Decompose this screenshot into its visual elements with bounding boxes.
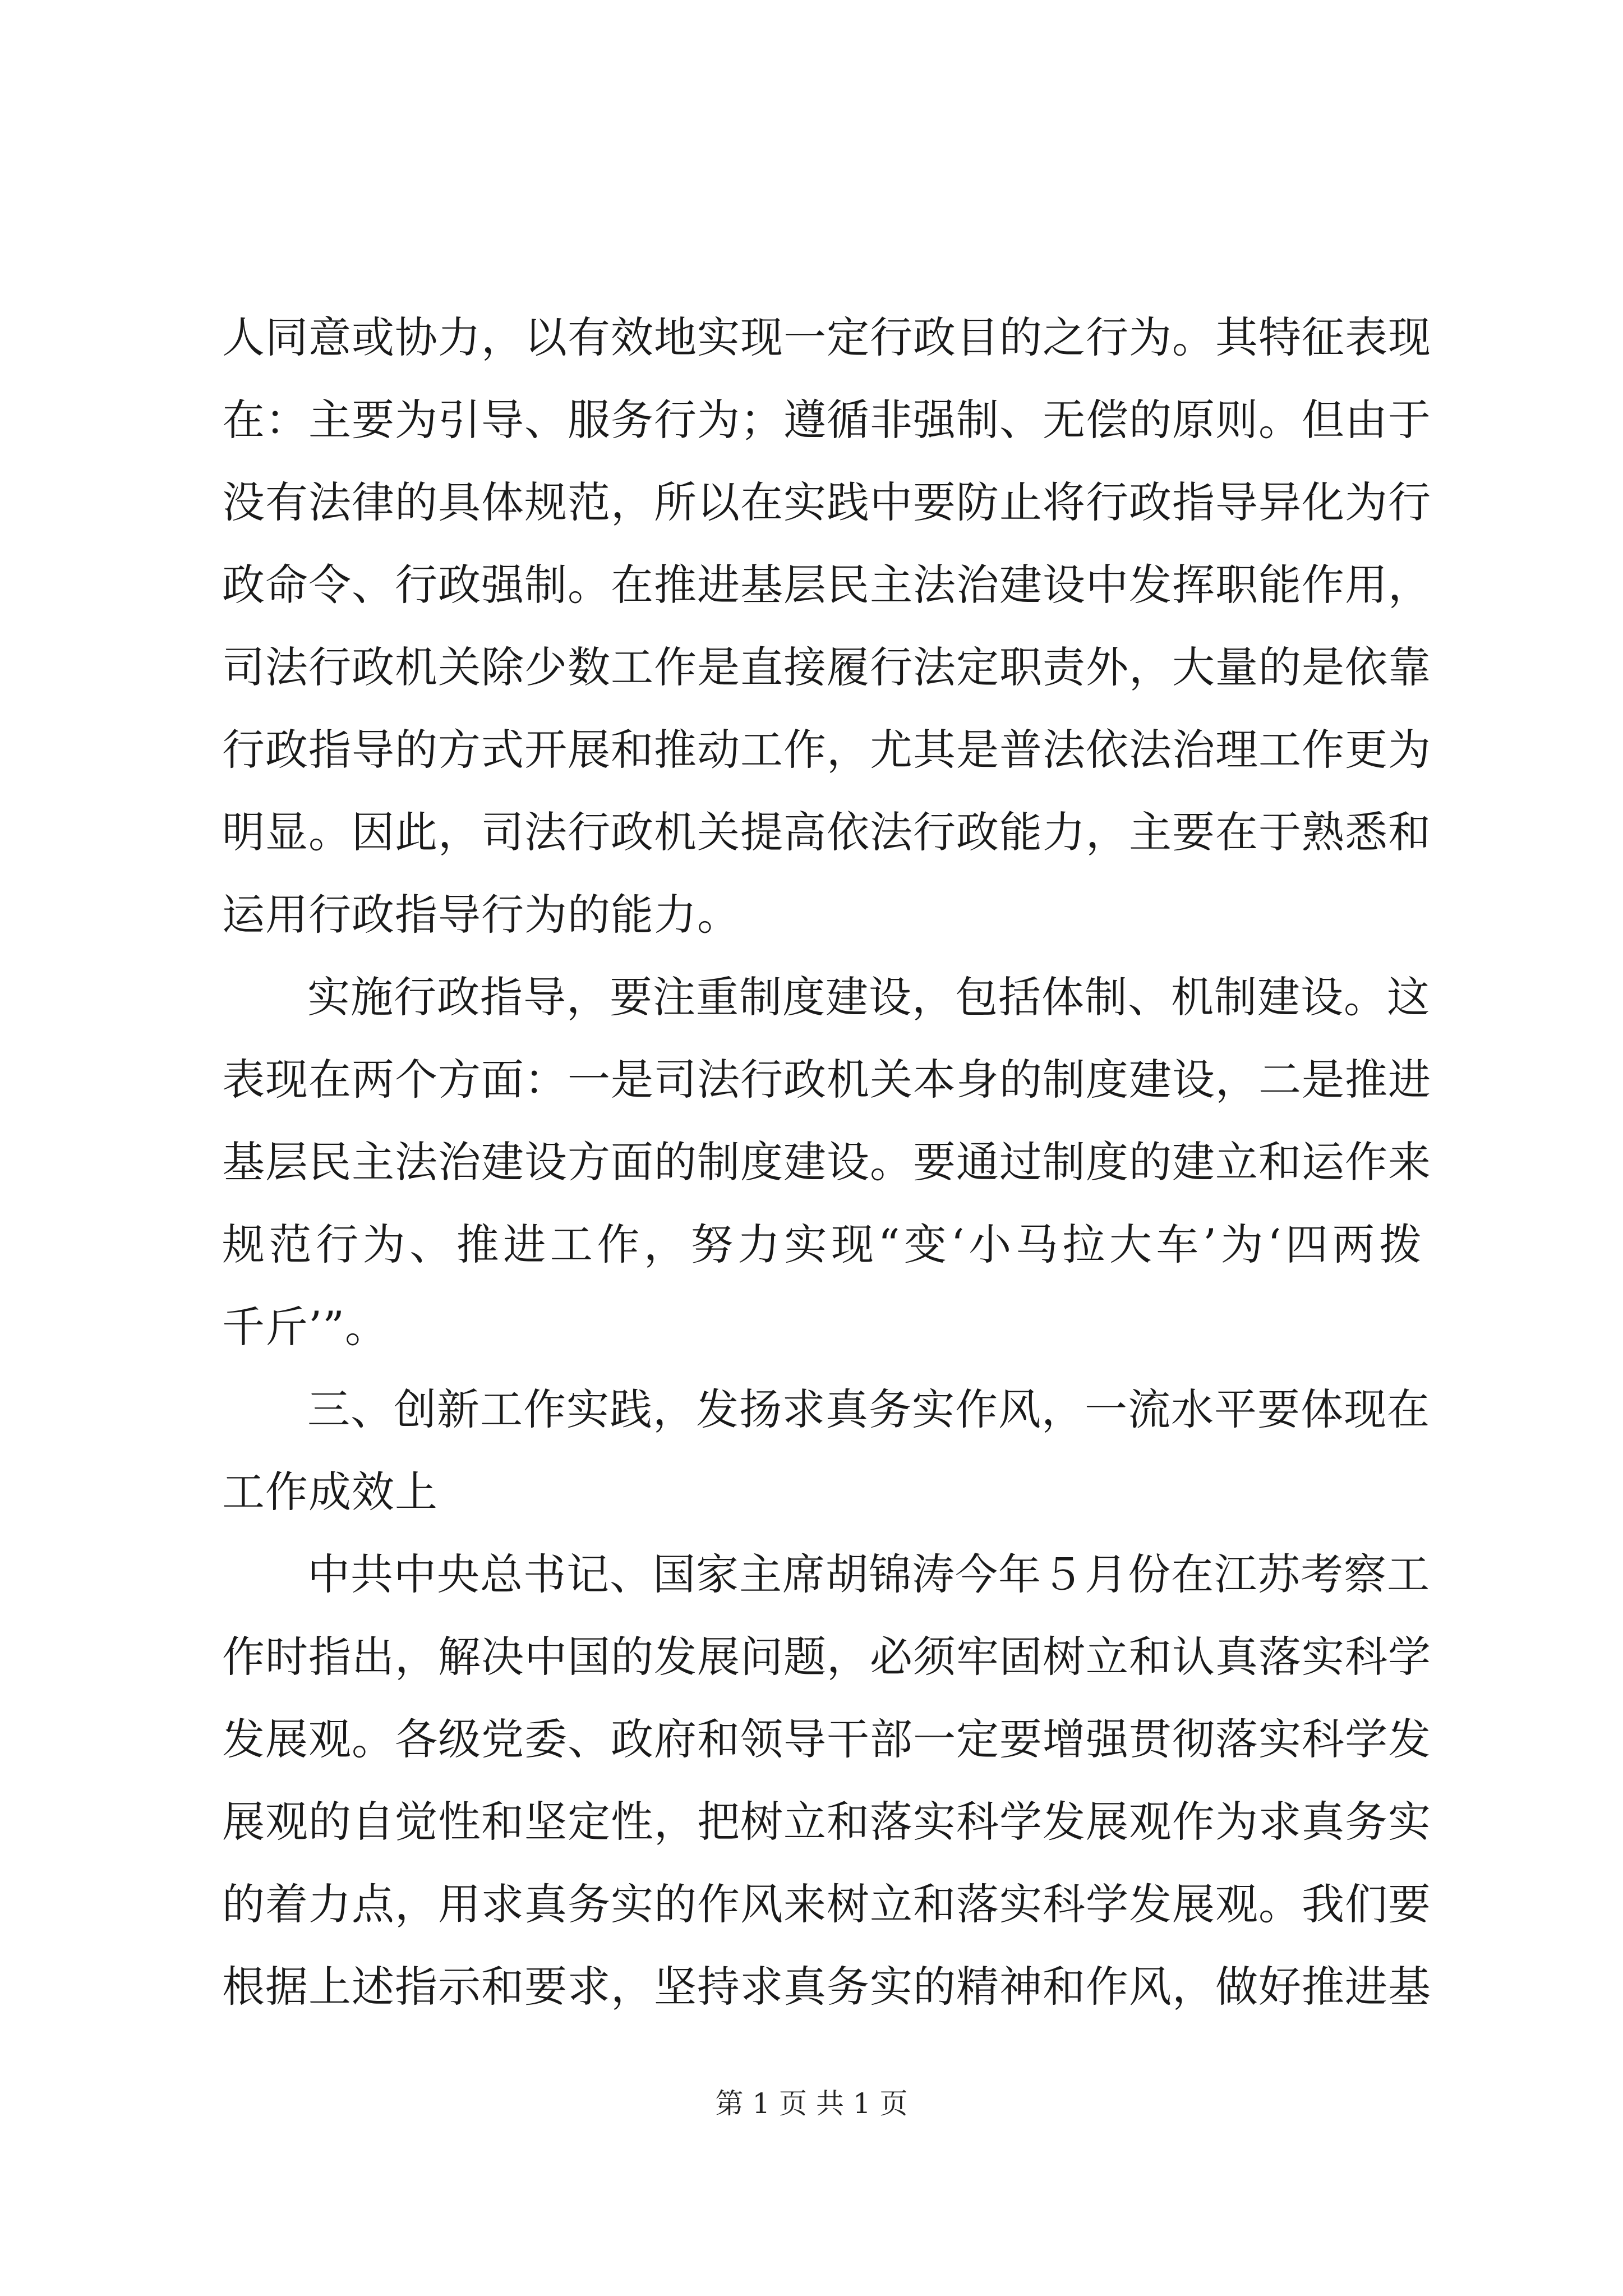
- text-line: 规范行为、推进工作，努力实现“变‘小马拉大车’为‘四两拨: [222, 1220, 1422, 1269]
- text-line: 发展观。各级党委、政府和领导干部一定要增强贯彻落实科学发: [222, 1714, 1431, 1764]
- text-line: 展观的自觉性和坚定性，把树立和落实科学发展观作为求真务实: [222, 1797, 1431, 1847]
- page-number-footer: 第 1 页 共 1 页: [715, 2087, 908, 2120]
- text-line: 明显。因此，司法行政机关提高依法行政能力，主要在于熟悉和: [222, 807, 1431, 857]
- paragraph-first-line: 中共中央总书记、国家主席胡锦涛今年５月份在江苏考察工: [307, 1549, 1430, 1599]
- document-body: [222, 296, 1431, 2028]
- text-line: 运用行政指导行为的能力。: [222, 890, 740, 940]
- text-line: 人同意或协力，以有效地实现一定行政目的之行为。其特征表现: [222, 312, 1431, 362]
- text-line: 作时指出，解决中国的发展问题，必须牢固树立和认真落实科学: [222, 1632, 1431, 1682]
- text-line: 没有法律的具体规范，所以在实践中要防止将行政指导异化为行: [222, 477, 1431, 527]
- section-heading-line: 工作成效上: [222, 1467, 438, 1517]
- section-heading-line: 三、创新工作实践，发扬求真务实作风，一流水平要体现在: [307, 1384, 1430, 1434]
- text-line: 司法行政机关除少数工作是直接履行法定职责外，大量的是依靠: [222, 642, 1431, 692]
- text-line: 表现在两个方面：一是司法行政机关本身的制度建设，二是推进: [222, 1055, 1431, 1105]
- text-line: 行政指导的方式开展和推动工作，尤其是普法依法治理工作更为: [222, 725, 1431, 775]
- text-line: 政命令、行政强制。在推进基层民主法治建设中发挥职能作用，: [222, 560, 1431, 610]
- text-line: 基层民主法治建设方面的制度建设。要通过制度的建立和运作来: [222, 1137, 1431, 1187]
- text-line: 千斤’”。: [222, 1302, 389, 1352]
- text-line: 在：主要为引导、服务行为；遵循非强制、无偿的原则。但由于: [222, 395, 1431, 445]
- text-line: 根据上述指示和要求，坚持求真务实的精神和作风，做好推进基: [222, 1962, 1431, 2012]
- paragraph-first-line: 实施行政指导，要注重制度建设，包括体制、机制建设。这: [307, 972, 1430, 1022]
- text-line: 的着力点，用求真务实的作风来树立和落实科学发展观。我们要: [222, 1879, 1431, 1929]
